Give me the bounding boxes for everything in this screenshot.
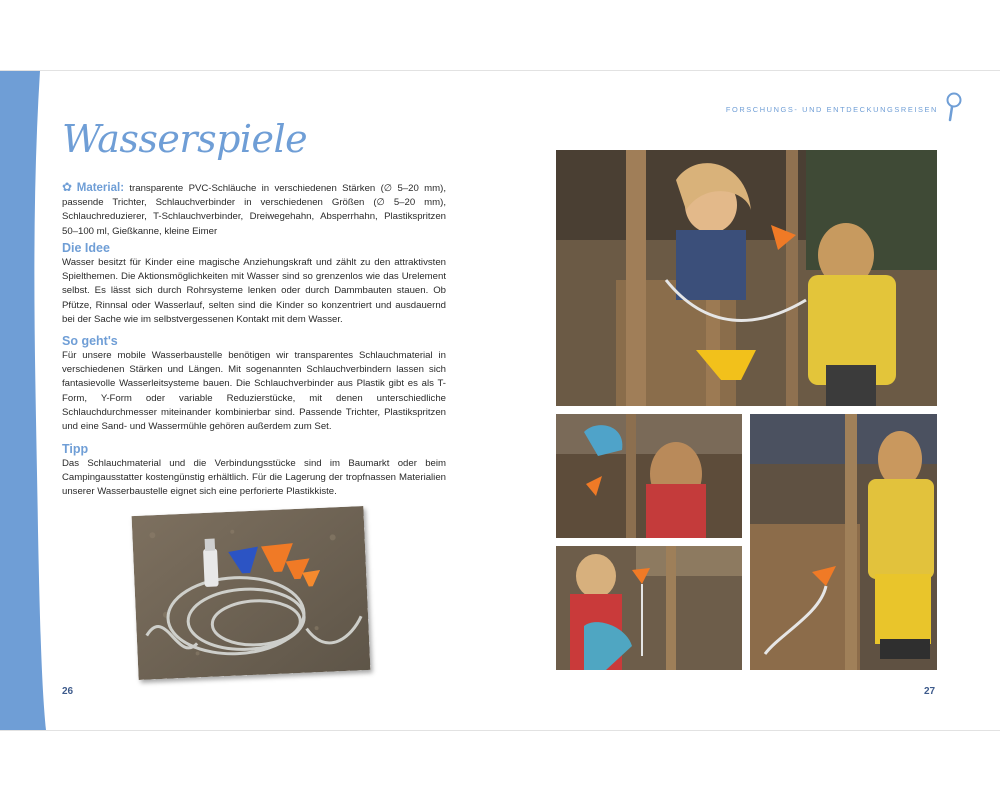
material-block	[62, 180, 446, 239]
chapter-header: FORSCHUNGS- UND ENTDECKUNGSREISEN	[725, 105, 938, 114]
magnifier-icon	[944, 91, 964, 128]
section-heading: So geht's	[62, 334, 118, 348]
flower-bullet-icon: ✿	[62, 180, 75, 194]
section-text: Wasser besitzt für Kinder eine magische Anziehungskraft und zählt zu den attraktivsten Spielthemen. Die Aktionsmöglichkeiten mit Wasser sind so grenzenlos wie das Urelement selbst. Es lässt sich durch Rohrsysteme lenken oder durch Dammbauten stauen. Ob Pfütze, Rinnsal oder Wasserlauf, selten sind die Kinder so konzentriert und ausdauernd bei der Sache wie im selbstvergessenen Kontakt mit dem Wasser.	[62, 257, 446, 325]
main-photo-children	[556, 150, 937, 406]
section-heading: Die Idee	[62, 241, 110, 255]
section-heading: Tipp	[62, 442, 89, 456]
photo-yellow-jacket	[750, 414, 937, 670]
section-tipp	[62, 442, 446, 500]
material-text: transparente PVC-Schläuche in verschiedenen Stärken (∅ 5–20 mm), passende Trichter, Schlauchverbinder in verschiedenen Größen (∅ 5–20 mm), Schlauchreduzierer, T-Schlauchverbinder, Dreiwegehahn, Absperrhahn, Plastikspritzen 50–100 ml, Gießkanne, kleine Eimer	[62, 183, 446, 237]
book-spread	[0, 70, 1000, 731]
section-text: Für unsere mobile Wasserbaustelle benötigen wir transparentes Schlauchmaterial in verschiedenen Stärken und Längen. Mit sogenannten Schlauchverbindern lassen sich fantasievolle Wasserleitsysteme bauen. Die Schlauchverbinder aus Plastik gibt es als T-Form, Y-Form oder variable Reduzierstücke, mit denen unterschiedliche Schlauchdurchmesser miteinander kombinierbar sind. Passende Trichter, Plastikspritzen und eine Sand- und Wassermühle gehören außerdem zum Set.	[62, 350, 446, 433]
photo-funnel-tube	[556, 546, 742, 670]
section-so-gehts	[62, 334, 446, 434]
left-edge-stripe	[0, 71, 46, 730]
material-label: Material:	[76, 182, 125, 194]
page-number-right: 27	[924, 686, 936, 697]
page-number-left: 26	[62, 686, 74, 697]
section-idee	[62, 241, 446, 327]
photo-watering-can	[556, 414, 742, 538]
page-title: Wasserspiele	[62, 117, 308, 161]
materials-photo	[132, 506, 371, 680]
section-text: Das Schlauchmaterial und die Verbindungsstücke sind im Baumarkt oder beim Campingausstatter kostengünstig erhältlich. Für die Lagerung der tropfnassen Materialien unserer Wasserbaustelle eignet sich eine perforierte Plastikkiste.	[62, 458, 446, 498]
